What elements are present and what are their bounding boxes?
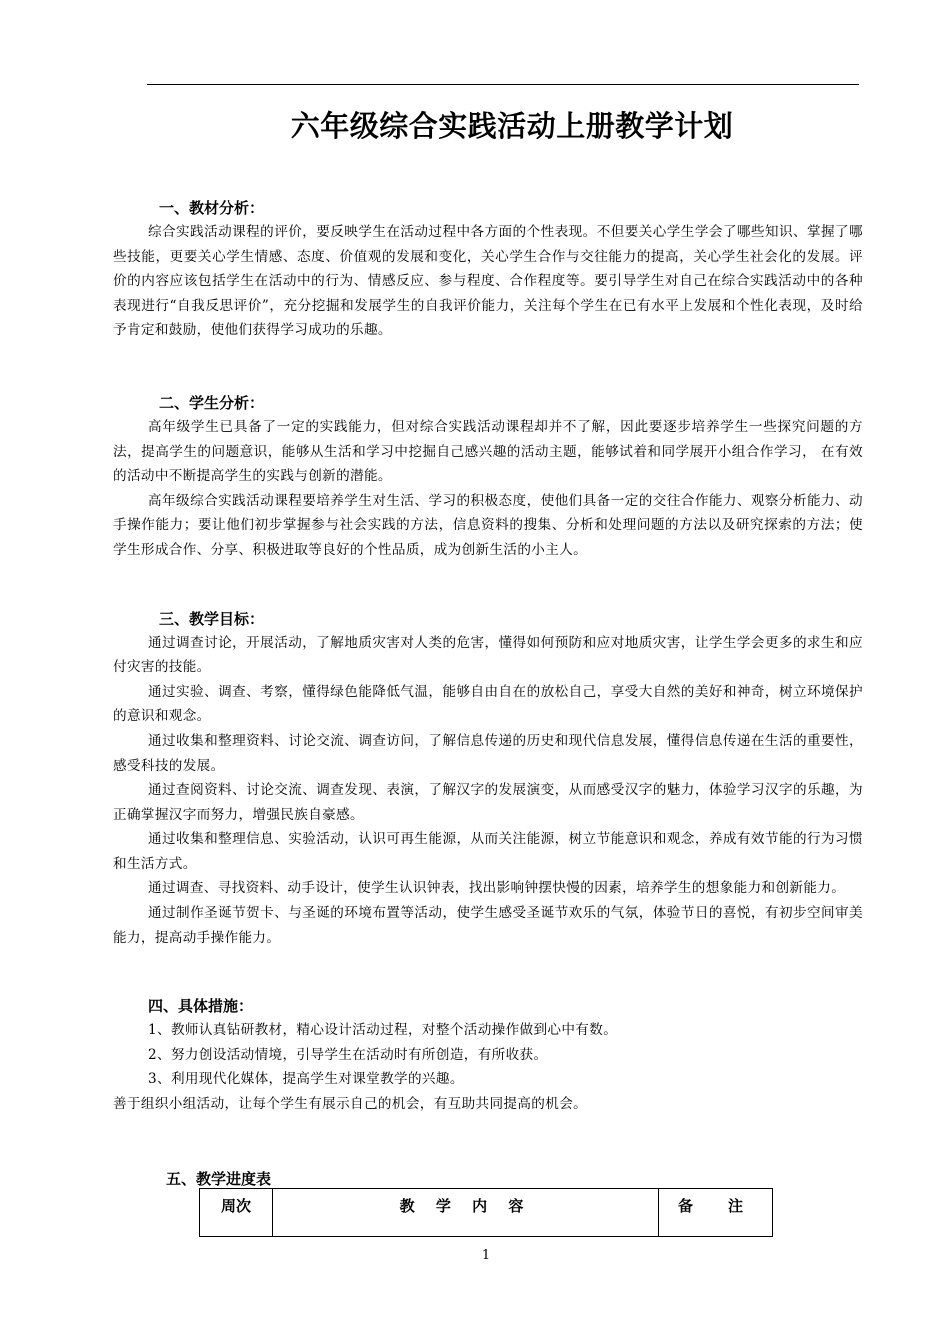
paragraph: 高年级综合实践活动课程要培养学生对生活、学习的积极态度，使他们具备一定的交往合作能力、观察分析能力、动手操作能力；要让他们初步掌握参与社会实践的方法，信息资料的搜集、分析和处理问题的方法以及研究探索的方法；使学生形成合作、分享、积极进取等良好的个性品质，成为创新生活的小主人。 bbox=[113, 492, 863, 558]
list-item: 2、努力创设活动情境，引导学生在活动时有所创造，有所收获。 bbox=[148, 1046, 548, 1063]
section-heading: 一、教材分析： bbox=[159, 199, 265, 217]
paragraph: 通过查阅资料、讨论交流、调查发现、表演，了解汉字的发展演变，从而感受汉字的魅力，体验学习汉字的乐趣，为正确掌握汉字而努力，增强民族自豪感。 bbox=[113, 782, 863, 823]
section-teaching-goals bbox=[113, 607, 863, 951]
paragraph: 通过制作圣诞节贺卡、与圣诞的环境布置等活动，使学生感受圣诞节欢乐的气氛，体验节日的喜悦，有初步空间审美能力，提高动手操作能力。 bbox=[113, 905, 863, 946]
section-heading: 四、具体措施： bbox=[148, 997, 254, 1016]
paragraph: 善于组织小组活动，让每个学生有展示自己的机会，有互助共同提高的机会。 bbox=[113, 1096, 588, 1113]
header-rule bbox=[147, 84, 859, 85]
paragraph: 通过调查、寻找资料、动手设计，使学生认识钟表，找出影响钟摆快慢的因素，培养学生的想象能力和创新能力。 bbox=[148, 880, 846, 897]
section-heading-schedule: 五、教学进度表 bbox=[166, 1170, 272, 1188]
paragraph: 通过收集和整理资料、讨论交流、调查访问，了解信息传递的历史和现代信息发展，懂得信息传递在生活的重要性，感受科技的发展。 bbox=[113, 732, 863, 774]
column-header-content: 教 学 内 容 bbox=[273, 1189, 659, 1237]
document-body bbox=[113, 196, 863, 1117]
section-student-analysis bbox=[113, 391, 863, 563]
column-header-notes: 备 注 bbox=[659, 1189, 773, 1237]
table-header-row bbox=[200, 1189, 773, 1237]
schedule-table bbox=[199, 1188, 773, 1237]
section-heading: 二、学生分析： bbox=[159, 393, 265, 412]
paragraph: 通过调查讨论，开展活动，了解地质灾害对人类的危害，懂得如何预防和应对地质灾害，让学生学会更多的求生和应付灾害的技能。 bbox=[113, 634, 863, 676]
paragraph: 综合实践活动课程的评价，要反映学生在活动过程中各方面的个性表现。不但要关心学生学会了哪些知识、掌握了哪些技能，更要关心学生情感、态度、价值观的发展和变化，关心学生合作与交往能力的提高，关心学生社会化的发展。评价的内容应该包括学生在活动中的行为、情感反应、参与程度、合作程度等。要引导学生对自己在综合实践活动中的各种表现进行“自我反思评价”，充分挖掘和发展学生的自我评价能力，关注每个学生在已有水平上发展和个性化表现，及时给予肯定和鼓励，使他们获得学习成功的乐趣。 bbox=[113, 224, 863, 339]
section-materials-analysis bbox=[113, 196, 863, 343]
list-item: 1、教师认真钻研教材，精心设计活动过程，对整个活动操作做到心中有数。 bbox=[148, 1022, 618, 1039]
page-number: 1 bbox=[481, 1248, 491, 1263]
list-item: 3、利用现代化媒体，提高学生对课堂教学的兴趣。 bbox=[148, 1071, 464, 1088]
section-heading: 三、教学目标： bbox=[159, 609, 265, 628]
document-title: 六年级综合实践活动上册教学计划 bbox=[290, 109, 734, 143]
paragraph: 通过实验、调查、考察，懂得绿色能降低气温，能够自由自在的放松自己，享受大自然的美好和神奇，树立环境保护的意识和观念。 bbox=[113, 683, 863, 725]
paragraph: 高年级学生已具备了一定的实践能力，但对综合实践活动课程却并不了解，因此要逐步培养学生一些探究问题的方法，提高学生的问题意识，能够从生活和学习中挖掘自己感兴趣的活动主题，能够试着和同学展开小组合作学习， 在有效的活动中不断提高学生的实践与创新的潜能。 bbox=[113, 418, 863, 485]
section-measures bbox=[113, 994, 863, 1116]
paragraph: 通过收集和整理信息、实验活动，认识可再生能源，从而关注能源，树立节能意识和观念，养成有效节能的行为习惯和生活方式。 bbox=[113, 831, 863, 872]
column-header-week: 周次 bbox=[200, 1189, 273, 1237]
